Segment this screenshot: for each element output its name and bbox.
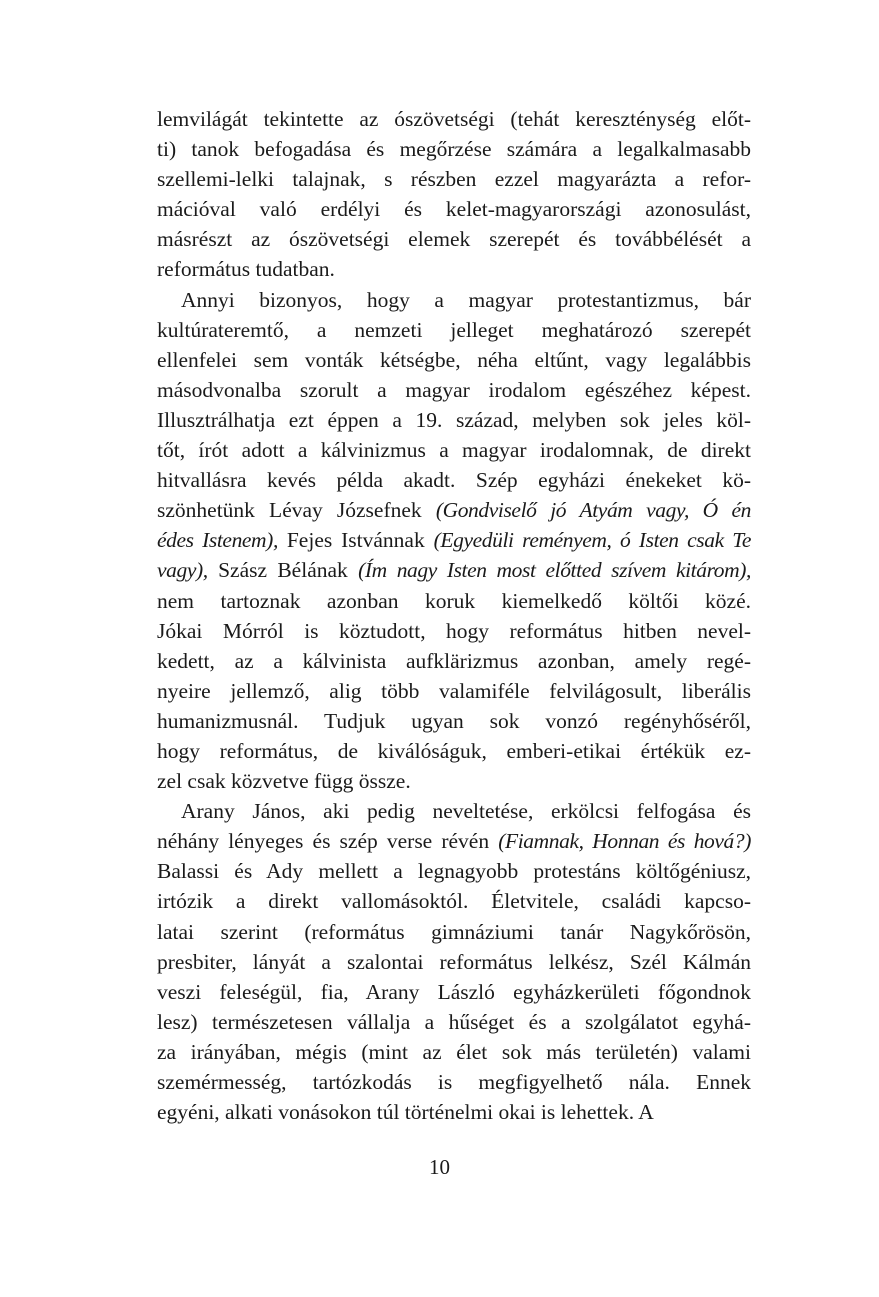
text-run: humanizmusnál. Tudjuk ugyan sok vonzó regényhőséről, [157, 708, 751, 733]
text-run: zel csak közvetve függ össze. [157, 769, 411, 794]
text-line [157, 224, 751, 254]
text-run: lemvilágát tekintette az ószövetségi (tehát kereszténység előt- [157, 107, 751, 131]
text-run: veszi feleségül, fia, Arany László egyházkerületi főgondnok [157, 979, 751, 1004]
text-run: Illusztrálhatja ezt éppen a 19. század, melyben sok jeles köl- [157, 407, 751, 432]
text-run: ti) tanok befogadása és megőrzése számára a legalkalmasabb [157, 137, 751, 162]
text-run: másrészt az ószövetségi elemek szerepét és továbbélését a [157, 227, 751, 252]
text-run: szemérmesség, tartózkodás is megfigyelhető nála. Ennek [157, 1070, 751, 1094]
text-line [157, 586, 751, 616]
text-line [157, 1007, 751, 1037]
text-line [157, 977, 751, 1007]
italic-title: vagy), [157, 558, 208, 583]
text-line [157, 736, 751, 766]
text-line [157, 616, 751, 646]
text-run: néhány lényeges és szép verse révén [157, 829, 499, 854]
text-line [157, 676, 751, 706]
text-line [157, 1097, 751, 1127]
text-run: egyéni, alkati vonásokon túl történelmi okai is lehettek. A [157, 1100, 654, 1125]
page-body [157, 104, 751, 1127]
text-line [157, 345, 751, 375]
text-run: lesz) természetesen vállalja a hűséget és a szolgálatot egyhá- [157, 1009, 751, 1034]
paragraph [157, 285, 751, 797]
text-run: za irányában, mégis (mint az élet sok más területén) valami [157, 1039, 751, 1064]
text-run: nem tartoznak azonban koruk kiemelkedő költői közé. [157, 588, 751, 613]
italic-title: (Egyedüli reményem, ó Isten csak Te [433, 528, 752, 553]
text-line [157, 555, 751, 585]
text-run: mációval való erdélyi és kelet-magyarországi azonosulást, [157, 197, 751, 222]
text-line [157, 435, 751, 465]
text-line [157, 465, 751, 495]
paragraph [157, 796, 751, 1127]
text-run: református tudatban. [157, 257, 335, 282]
text-run: szellemi-lelki talajnak, s részben ezzel magyarázta a refor- [157, 167, 751, 192]
italic-title: (Ím nagy Isten most előtted szívem kitárom), [358, 558, 751, 583]
text-line [157, 104, 751, 134]
text-line [157, 706, 751, 736]
text-line [157, 856, 751, 886]
text-line [157, 796, 751, 826]
text-run: hogy református, de kiválóságuk, emberi-etikai értékük ez- [157, 738, 751, 763]
text-run: latai szerint (református gimnáziumi tanár Nagykőrösön, [157, 919, 751, 944]
text-run: nyeire jellemző, alig több valamiféle felvilágosult, liberális [157, 678, 751, 703]
text-line [157, 646, 751, 676]
text-run: Fejes Istvánnak [277, 528, 434, 553]
text-body [157, 104, 751, 1127]
text-line [157, 495, 751, 525]
text-run: Annyi bizonyos, hogy a magyar protestantizmus, bár [181, 287, 751, 312]
italic-title: édes Istenem), [157, 528, 278, 553]
text-line [157, 405, 751, 435]
text-run: Jókai Mórról is köztudott, hogy református hitben nevel- [157, 618, 751, 643]
text-line [157, 525, 751, 555]
text-run: szönhetünk Lévay Józsefnek [157, 498, 436, 523]
text-line [157, 917, 751, 947]
text-run: hitvallásra kevés példa akadt. Szép egyházi énekeket kö- [157, 468, 751, 493]
text-run: kultúrateremtő, a nemzeti jelleget meghatározó szerepét [157, 317, 751, 342]
italic-title: (Gondviselő jó Atyám vagy, Ó én [435, 498, 751, 523]
text-run: Arany János, aki pedig neveltetése, erkölcsi felfogása és [181, 799, 751, 824]
text-line [157, 164, 751, 194]
text-line [157, 254, 751, 284]
text-line [157, 375, 751, 405]
text-line [157, 886, 751, 916]
text-line [157, 947, 751, 977]
page-number: 10 [429, 1155, 450, 1179]
text-run: tőt, írót adott a kálvinizmus a magyar irodalomnak, de direkt [157, 438, 751, 463]
text-run: Szász Bélának [207, 558, 359, 583]
text-line [157, 134, 751, 164]
text-line [157, 194, 751, 224]
text-run: presbiter, lányát a szalontai református lelkész, Szél Kálmán [157, 949, 751, 974]
text-line [157, 1037, 751, 1067]
paragraph [157, 104, 751, 285]
italic-title: (Fiamnak, Honnan és hová?) [498, 829, 751, 854]
text-run: másodvonalba szorult a magyar irodalom egészéhez képest. [157, 377, 751, 402]
text-line [157, 766, 751, 796]
text-line [157, 285, 751, 315]
text-line [157, 1067, 751, 1097]
text-run: ellenfelei sem vonták kétségbe, néha eltűnt, vagy legalábbis [157, 347, 751, 372]
text-run: kedett, az a kálvinista aufklärizmus azonban, amely regé- [157, 648, 751, 673]
text-run: irtózik a direkt vallomásoktól. Életvitele, családi kapcso- [157, 889, 751, 914]
text-line [157, 315, 751, 345]
text-line [157, 826, 751, 856]
text-run: Balassi és Ady mellett a legnagyobb protestáns költőgéniusz, [157, 859, 751, 884]
